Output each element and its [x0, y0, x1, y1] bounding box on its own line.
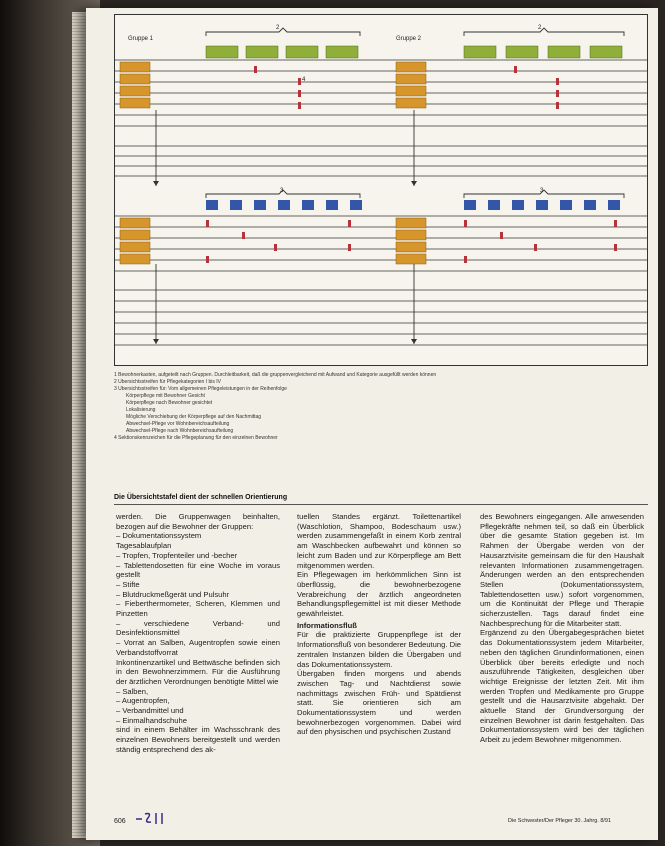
brace-label-top-1: 2 [276, 25, 280, 31]
red-marker [514, 66, 517, 73]
paragraph: Ein Pflegewagen im herkömmlichen Sinn ist überflüssig, die bewohnerbezogene Verabreichung der ärztlich angeordneten Behandlungspflegemittel ist mit dieser Methode gewährleistet. [297, 570, 461, 619]
arrow-down-head [411, 181, 417, 186]
legend-item: 1 Bewohnerkasten, aufgeteilt nach Gruppen. Durchleitbarkeit, daß die gruppenvergleichend mit Aufwand und Kategorie ausgefüllt werden können [114, 372, 437, 378]
red-marker [500, 232, 503, 239]
board-frame [115, 15, 648, 366]
figure-legend [114, 372, 648, 442]
red-marker [242, 232, 245, 239]
orange-resident-block [396, 242, 426, 252]
paragraph: Ergänzend zu den Übergabegesprächen bietet das Dokumentationssystem jedem Mitarbeiter, neben den täglichen Grundinformationen, einen Überblick über bereits erledigte und noch auszuführende Tätigkeiten, desgleichen über wichtige Ereignisse der letzten Zeit. Mit ihm werden Tropfen und Medikamente pro Gruppe gestellt und die Hausarztvisite abgehakt. Der aktuelle Stand der Grundversorgung der einzelnen Bewohner ist darin festgehalten. Das Dokumentationssystem wird bei der täglichen Arbeit zu jedem Bewohner mitgenommen. [480, 628, 644, 745]
red-marker [614, 244, 617, 251]
green-category-strip [590, 46, 622, 58]
column-line: – Tablettendosetten für eine Woche im voraus gestellt [116, 560, 280, 580]
marker-label-4: 4 [302, 77, 306, 83]
column-line: – Vorrat an Salben, Augentropfen sowie einen Verbandstoffvorrat [116, 638, 280, 657]
text-column-2 [297, 512, 461, 737]
green-category-strip [246, 46, 278, 58]
caption-rule [114, 504, 648, 505]
orange-resident-block [120, 254, 150, 264]
brace-label-mid-1: 3 [280, 188, 284, 194]
board-markers [120, 28, 624, 344]
journal-reference: Die Schwester/Der Pfleger 30. Jahrg. 8/91 [508, 818, 612, 824]
green-category-strip [548, 46, 580, 58]
brace-label-top-2: 2 [538, 25, 542, 31]
brace-label-mid-2: 3 [540, 188, 544, 194]
orange-resident-block [120, 62, 150, 72]
blue-service-strip [584, 200, 596, 210]
orange-resident-block [120, 74, 150, 84]
red-marker [556, 78, 559, 85]
arrow-down-head [153, 339, 159, 344]
green-category-strip [286, 46, 318, 58]
paragraph: tuellen Standes ergänzt. Toilettenartikel (Waschlotion, Shampoo, Bodeschaum usw.) werden zusammengefaßt in einem Korb zentral am Waschbecken aufbewahrt und können so leicht zum Baden und zur Körperpflege am Bett mitgenommen werden. [297, 512, 461, 570]
handwritten-page-mark [134, 810, 174, 826]
page-number: 606 [114, 818, 126, 825]
orange-resident-block [396, 62, 426, 72]
column-line: – Einmalhandschuhe [116, 715, 187, 725]
legend-item: Lokalisierung [126, 407, 156, 413]
red-marker [274, 244, 277, 251]
legend-item: Mögliche Verschiebung der Körperpflege auf den Nachmittag [126, 414, 262, 420]
column-line: – Dokumentationssystem [116, 531, 202, 541]
board-rows [114, 15, 648, 366]
red-marker [464, 220, 467, 227]
green-category-strip [464, 46, 496, 58]
column-line: – Fieberthermometer, Scheren, Klemmen und Pinzetten [116, 599, 280, 619]
brace-top-1 [206, 28, 360, 36]
text-column-1 [116, 512, 280, 755]
blue-service-strip [350, 200, 362, 210]
blue-service-strip [488, 200, 500, 210]
column-line: – Stifte [116, 579, 140, 589]
orange-resident-block [396, 98, 426, 108]
red-marker [298, 78, 301, 85]
group2-label: Gruppe 2 [396, 36, 422, 42]
orange-resident-block [396, 218, 426, 228]
red-marker [348, 220, 351, 227]
overview-board-figure [114, 14, 648, 366]
arrow-down-head [411, 339, 417, 344]
red-marker [298, 102, 301, 109]
blue-service-strip [536, 200, 548, 210]
red-marker [298, 90, 301, 97]
red-marker [254, 66, 257, 73]
orange-resident-block [120, 230, 150, 240]
column-line: Tagesablaufplan [116, 541, 172, 551]
column-line: – Salben, [116, 686, 149, 696]
orange-resident-block [120, 242, 150, 252]
red-marker [614, 220, 617, 227]
blue-service-strip [512, 200, 524, 210]
legend-item: 4 Sektionskennzeichen für die Pflegeplanung für den einzelnen Bewohner [114, 435, 278, 441]
paragraph: Für die praktizierte Gruppenpflege ist der Informationsfluß von besonderer Bedeutung. Die zentralen Instanzen bilden die Übergaben und das Dokumentationssystem. [297, 630, 461, 669]
paragraph: des Bewohners eingegangen. Alle anwesenden Pflegekräfte nehmen teil, so daß ein Überblick über die gesamte Station gegeben ist. Im Rahmen der Übergabe werden von der Hausarztvisite gemeinsam die für den Haushalt relevanten Informationen zusammengetragen. Änderungen werden an den entsprechenden Stellen (Dokumentationssystem, Tablettendosetten usw.) sofort vorgenommen, um die Kontinuität der Pflege und Therapie sicherzustellen. Tags darauf findet eine Nachbesprechung für die Mitarbeiter statt. [480, 512, 644, 628]
brace-top-2 [464, 28, 624, 36]
column-line: – verschiedene Verband- und Desinfektionsmittel [116, 618, 280, 638]
blue-service-strip [206, 200, 218, 210]
column-line: – Tropfen, Tropfenteiler und -becher [116, 550, 238, 560]
blue-service-strip [278, 200, 290, 210]
orange-resident-block [396, 74, 426, 84]
orange-resident-block [396, 254, 426, 264]
blue-service-strip [560, 200, 572, 210]
figure-caption: Die Übersichtstafel dient der schnellen Orientierung [114, 494, 288, 501]
blue-service-strip [254, 200, 266, 210]
green-category-strip [326, 46, 358, 58]
orange-resident-block [120, 98, 150, 108]
legend-item: Abwechsel-Pflege vor Wohnbereichsaufteilung [126, 421, 230, 427]
paragraph: Übergaben finden morgens und abends zwischen Tag- und Nachtdienst sowie nachmittags zwischen Früh- und Spätdienst statt. Sie orientieren sich am Dokumentationssystem und werden bewohnerbezogen vorgenommen. Dabei wird auf den physischen und psychischen Zustand [297, 669, 461, 737]
red-marker [464, 256, 467, 263]
blue-service-strip [608, 200, 620, 210]
section-heading: Informationsfluß [297, 620, 357, 630]
red-marker [206, 220, 209, 227]
orange-resident-block [120, 86, 150, 96]
orange-resident-block [120, 218, 150, 228]
legend-item: 3 Übersichtsstreifen für: Vom allgemeinen Pflegeleistungen in der Reihenfolge [114, 386, 287, 392]
red-marker [556, 90, 559, 97]
text-column-3 [480, 512, 644, 745]
legend-item: Körperpflege nach Bewohner gesichtet [126, 400, 213, 406]
red-marker [206, 256, 209, 263]
blue-service-strip [326, 200, 338, 210]
blue-service-strip [464, 200, 476, 210]
legend-item: Körperpflege mit Bewohner Gesicht [126, 393, 205, 399]
red-marker [348, 244, 351, 251]
group1-label: Gruppe 1 [128, 36, 154, 42]
orange-resident-block [396, 86, 426, 96]
red-marker [556, 102, 559, 109]
brace-mid-2 [464, 190, 624, 198]
legend-item: 2 Übersichtsstreifen für Pflegekategorien I bis IV [114, 379, 221, 385]
column-line: – Blutdruckmeßgerät und Pulsuhr [116, 589, 230, 599]
column-line: werden. Die Gruppenwagen beinhalten, bezogen auf die Bewohner der Gruppen: [116, 512, 280, 531]
green-category-strip [506, 46, 538, 58]
column-line: sind in einem Behälter im Wachsschrank des einzelnen Bewohners bereitgestellt und werden ständig entsprechend des ak- [116, 725, 280, 754]
column-line: Inkontinenzartikel und Bettwäsche befinden sich in den Bewohnerzimmern. Für die Ausführung der ärztlichen Verordnungen benötigte Mittel wie [116, 657, 280, 686]
legend-item: Abwechsel-Pflege nach Wohnbereichsaufteilung [126, 428, 234, 434]
column-line: – Verbandmittel und [116, 706, 184, 716]
green-category-strip [206, 46, 238, 58]
column-line: – Augentropfen, [116, 696, 170, 706]
blue-service-strip [302, 200, 314, 210]
arrow-down-head [153, 181, 159, 186]
overview-board-diagram [114, 14, 648, 366]
red-marker [534, 244, 537, 251]
orange-resident-block [396, 230, 426, 240]
blue-service-strip [230, 200, 242, 210]
